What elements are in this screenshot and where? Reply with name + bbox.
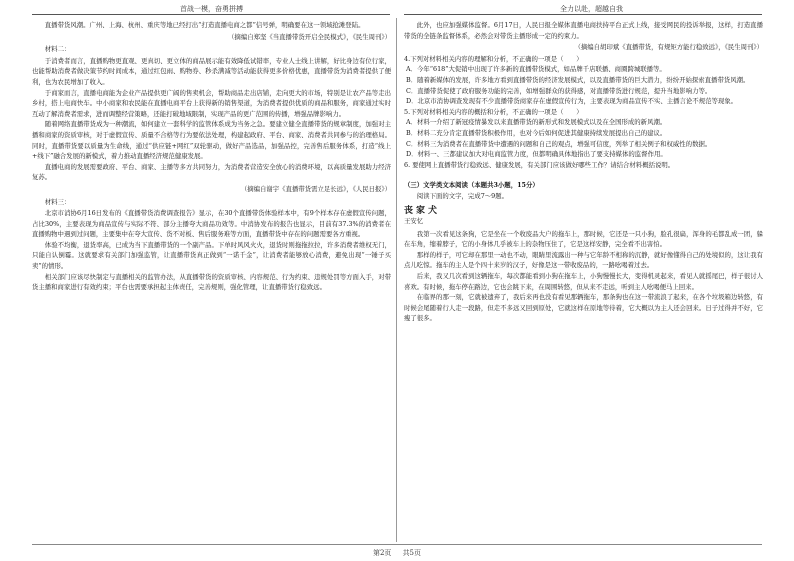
paragraph: 在临界的那一刻，它就被遗弃了，我后来再也没有看见那辆拖车，那条狗也在这一带流浪了起来，在各个垃圾箱边转悠，有时候会尾随着行人走一段路，但走不多远又回到原处，它就这样在原地等待着，它大概以为主人还会回来。日子过得并不好，它瘦了很多。: [404, 293, 763, 323]
right-column: [404, 20, 763, 324]
left-column: [32, 20, 391, 293]
story-title: 丧家犬: [404, 205, 441, 216]
question-5-option-c: C．材料三为消费者在直播带货中遭遇的问题和自己的观点，增强可信度，列举了相关例子和权威性的数据。: [406, 139, 712, 148]
section-heading: （三）文学类文本阅读（本题共3小题，15分）: [404, 181, 539, 190]
question-5-option-d: D．材料一、三都建议加大对电商监管力度，但都明确具体地指出了要支持媒体的监督作用。: [406, 150, 667, 159]
source-citation: （摘编自郑坚《当直播带货开启全民模式》，《民生周刊》）: [228, 32, 391, 41]
question-4-option-d: D．北京市消协调查发现有不少直播带货商家存在虚假宣传行为，主要表现为商品宣传不实、主播言论不规范等现象。: [406, 97, 738, 106]
source-citation: （摘编自胡印斌《直播带货，有规矩方能行稳致远》，《民生周刊》）: [574, 43, 763, 52]
paragraph: 体验不均衡，退货率高，已成为当下直播带货的一个副产品。下单时风风火火，退货时则拖拖拉拉，许多消费者维权无门，只能自认倒霉。这就要求有关部门加强监管，让直播带货真正做到“一诺千金”，让消费者能够放心消费，避免出现“一锤子买卖”的情形。: [32, 240, 391, 271]
question-4-option-a: A．今年“618”大促销中出现了许多新的直播带货模式，如品牌千店联播、商圈跨城联播等。: [406, 65, 666, 74]
reading-instruction: 阅读下面的文字，完成7～9题。: [416, 191, 509, 200]
question-5-option-a: A．材料一介绍了新冠疫情暴发以来直播带货的新形式和发展模式以及在全国形成的新风潮。: [406, 118, 667, 127]
header-rule-left: [32, 14, 390, 15]
page-total: 共5页: [402, 549, 422, 557]
story-author: 王安忆: [404, 217, 424, 226]
paragraph: 那样的样子，可它却在那里一动也不动，眼睛里流露出一种与它年龄不相称的沉静，就好像懂得自己的处境似的，这让我有点儿吃惊。拖车的主人是个四十来岁的汉子，好像是这一带收废品的，一路吆喝着过去。: [404, 250, 763, 270]
material-label: 材料三：: [44, 197, 71, 206]
source-citation: （摘编自谢宇《直播带货需立足长远》，《人民日报》）: [240, 184, 391, 193]
question-6: 6. 要使网上直播带货行稳致远、健康发展，有关部门应该做好哪些工作？请结合材料概括说明。: [404, 160, 675, 169]
page-footer: [0, 548, 794, 558]
paragraph: 后来，我又几次看到这辆拖车，每次都能看到小狗在拖车上，小狗慢慢长大，变得机灵起来，看见人就摇尾巴，样子很讨人喜欢。有时候，拖车停在路边，它也会跳下来，在周围转悠，但从来不走远，听到主人吆喝便马上回来。: [404, 272, 763, 291]
paragraph: 直播电商的发展需要政府、平台、商家、主播等多方共同努力，为消费者营造安全放心的消费环境，以高质量发展助力经济复苏。: [32, 162, 391, 182]
header-right-motto: 全力以赴，超越自我: [560, 5, 623, 13]
question-5-option-b: B．材料二充分肯定直播带货积极作用，也对今后如何促进其健康持续发展提出自己的建议。: [406, 128, 667, 137]
paragraph: 于商家而言，直播电商能为企业产品提供更广阔的售卖机会，帮助商品走出店铺，走向更大的市场，特别是让农产品等走出乡村，搭上电商快车。中小商家和农民能在直播电商平台上获得新的销售渠道，为消费者提供优质的商品和服务，商家通过实时互动了解消费者需求，进而调整经营策略，还能打破地域限制，实现产品的更广范围的传播，增强品牌影响力。: [32, 88, 391, 118]
question-5: 5.下列对材料相关内容的概括和分析，不正确的一项是（ ）: [404, 107, 583, 116]
header-rule-right: [404, 14, 762, 15]
footer-rule: [32, 544, 762, 545]
material-label: 材料二：: [44, 45, 71, 54]
header-left-motto: 首战一模，奋勇拼搏: [180, 5, 243, 13]
question-4-option-b: B．随着新媒体的发展，许多地方看到直播带货的经济发展模式，以及直播带货的巨大潜力，纷纷开始探索直播带货风潮。: [406, 75, 750, 84]
paragraph: 于消费者而言，直播购物更直观、更真切、更立体的商品展示能有效降低试错率，专业人士线上讲解，好比身边有位行家，也能帮助消费者做决策节约时间成本，通过红包雨、购物券、秒杀满减等活动能获得更多价格优惠，直播带货为消费者提供了便利，也为农民增加了收入。: [32, 56, 391, 86]
paragraph: 北京市消协6月16日发布的《直播带货消费调查报告》显示，在30个直播带货体验样本中，有9个样本存在虚假宣传问题，占比30%，主要表现为商品宣传与实际不符、部分主播夸大商品功效等。中消协发布的报告也显示，目前有37.3%的消费者在直播购物中遇到过问题，主要集中在夸大宣传、货不对板、售后服务难等方面，直播带货中存在的问题需要各方重视。: [32, 209, 391, 239]
column-divider: [396, 18, 397, 542]
paragraph: 直播带货风潮。广州、上海、杭州、重庆等地已经打出“打造直播电商之都”信号弹，明确要在这一领域抢滩登陆。: [44, 21, 365, 29]
page-number: 第2页: [372, 549, 392, 557]
paragraph: 相关部门应该尽快制定与直播相关的监管办法，从直播带货的资质审核、内容规范、行为约束、违规处罚等方面入手，对带货主播和商家进行有效约束；平台也需要承担起主体责任，完善规则，强化管理，让直播带货行稳致远。: [32, 272, 391, 292]
paragraph: 随着网络直播带货成为一种潮流，如何建立一套科学的监管体系成为当务之急。要建立健全直播带货的规章制度，加强对主播和商家的资质审核，对于虚假宣传、质量不合格等行为要依法处理，构建起政府、平台、商家、消费者共同参与的治理格局。同时，直播带货要以质量为生命线，通过“供应链+网红”双轮驱动，做好产品选品，加强品控，完善售后服务体系，打造“线上+线下”融合发展的新模式，着力推动直播经济规范健康发展。: [32, 120, 391, 161]
question-4: 4.下列对材料相关内容的理解和分析，不正确的一项是（ ）: [404, 54, 583, 63]
paragraph: 此外，也应加强媒体监督。6月17日，人民日报全媒体直播电商扶持平台正式上线，接受网民的投诉举报，这样，打造直播带货的全链条监督体系，必然会对带货主播形成一定的约束力。: [404, 21, 763, 40]
paragraph: 我第一次看见这条狗，它是坐在一个收废品大户的拖车上，那时候，它还是一只小狗，脸孔很扁，浑身的毛都乱成一团，躲在车角，缩着脖子，它的小身体几乎被车上的杂物压住了，它是这样安静，完全看不出害怕。: [404, 229, 763, 249]
question-4-option-c: C．直播带货促使了政府服务功能的完善，如增强群众的获得感，对直播带货进行规范，提升当地影响力等。: [406, 86, 712, 95]
